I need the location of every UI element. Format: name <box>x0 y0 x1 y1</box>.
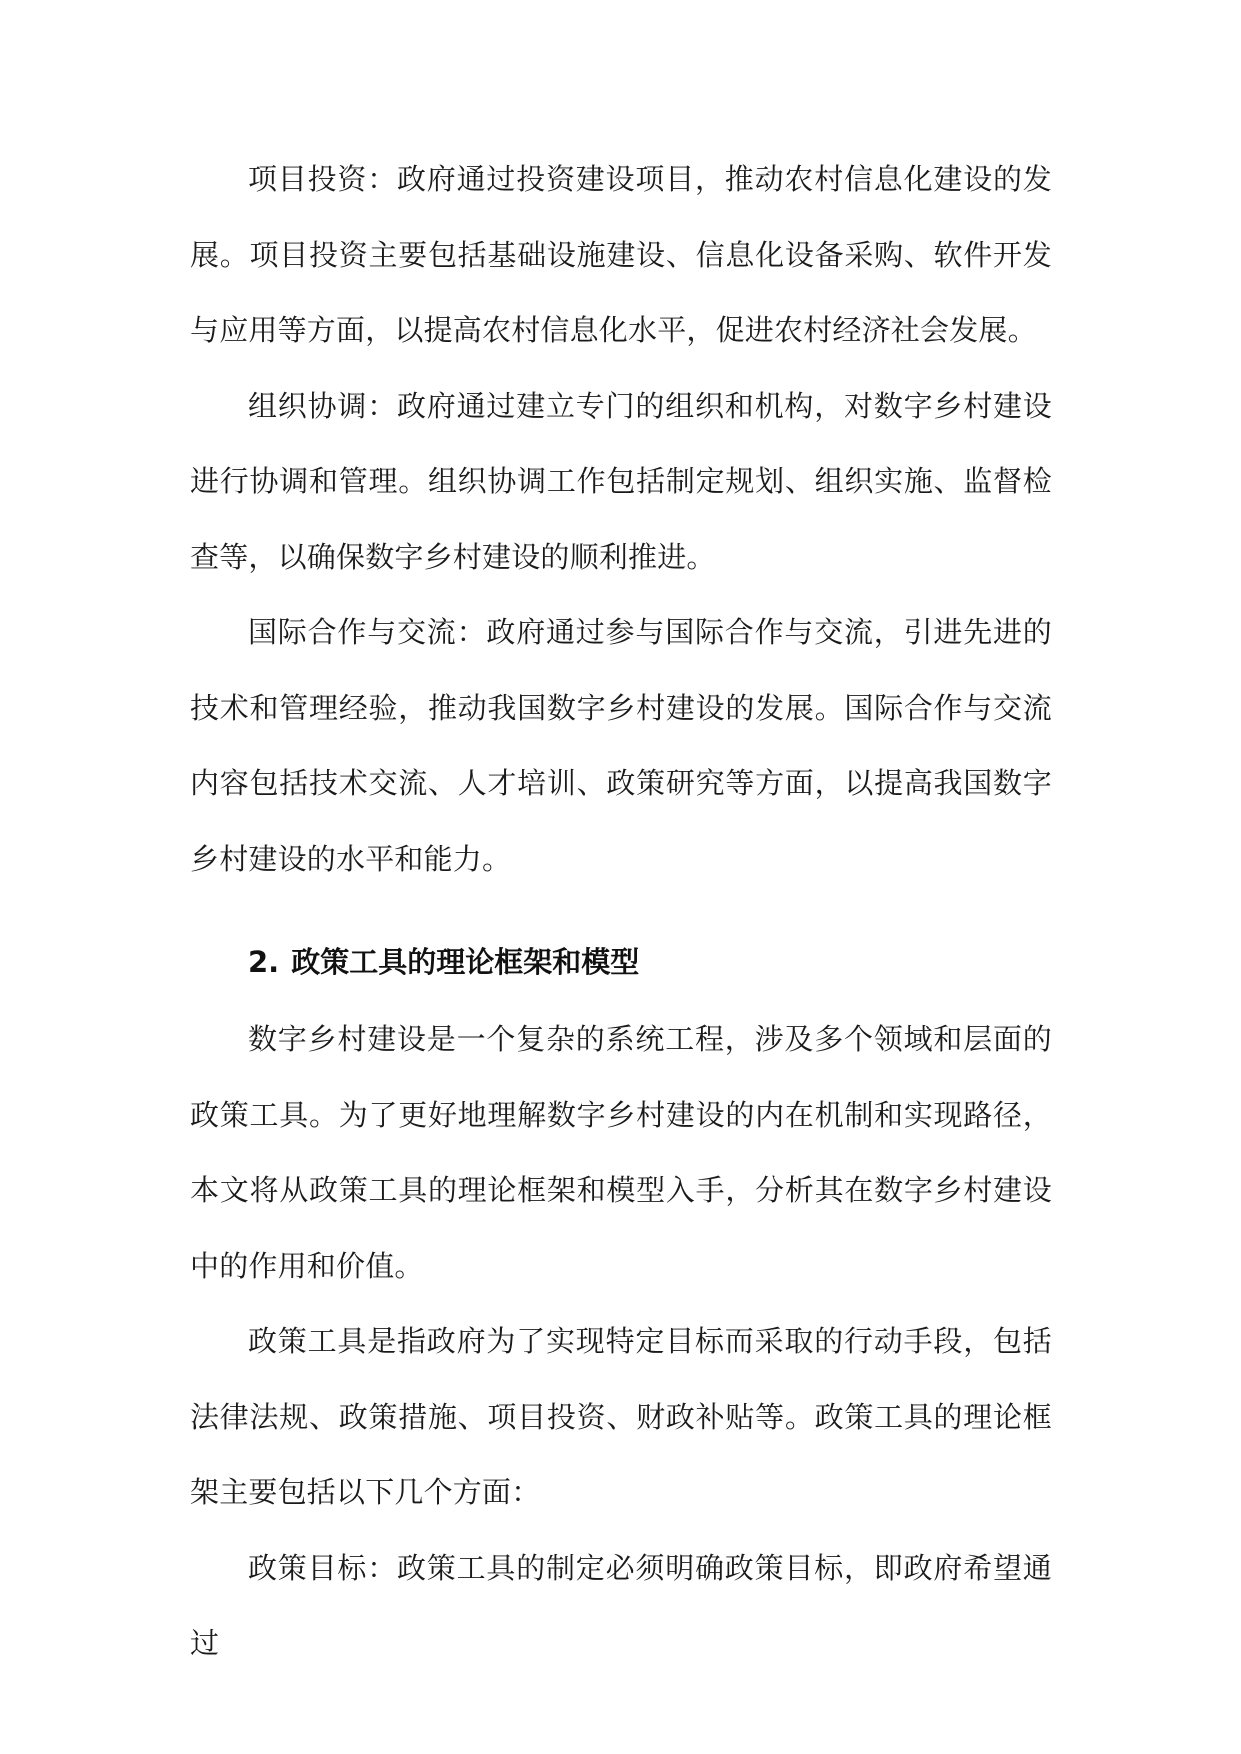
section-number: 2. <box>248 945 280 979</box>
paragraph-digital-village-intro: 数字乡村建设是一个复杂的系统工程，涉及多个领域和层面的政策工具。为了更好地理解数字乡村建设的内在机制和实现路径，本文将从政策工具的理论框架和模型入手，分析其在数字乡村建设中的作用和价值。 <box>190 1022 1052 1283</box>
paragraph-project-investment: 项目投资：政府通过投资建设项目，推动农村信息化建设的发展。项目投资主要包括基础设施建设、信息化设备采购、软件开发与应用等方面，以提高农村信息化水平，促进农村经济社会发展。 <box>190 162 1052 347</box>
paragraph-policy-goal: 政策目标：政策工具的制定必须明确政策目标，即政府希望通过 <box>190 1550 1052 1660</box>
section-heading <box>190 942 1052 982</box>
section-title: 政策工具的理论框架和模型 <box>291 945 640 979</box>
document-body <box>190 142 1052 1682</box>
paragraph-international-cooperation: 国际合作与交流：政府通过参与国际合作与交流，引进先进的技术和管理经验，推动我国数字乡村建设的发展。国际合作与交流内容包括技术交流、人才培训、政策研究等方面，以提高我国数字乡村建设的水平和能力。 <box>190 615 1052 876</box>
paragraph-organization-coordination: 组织协调：政府通过建立专门的组织和机构，对数字乡村建设进行协调和管理。组织协调工作包括制定规划、组织实施、监督检查等，以确保数字乡村建设的顺利推进。 <box>190 388 1052 574</box>
paragraph-policy-tools-definition: 政策工具是指政府为了实现特定目标而采取的行动手段，包括法律法规、政策措施、项目投资、财政补贴等。政策工具的理论框架主要包括以下几个方面： <box>190 1324 1052 1509</box>
